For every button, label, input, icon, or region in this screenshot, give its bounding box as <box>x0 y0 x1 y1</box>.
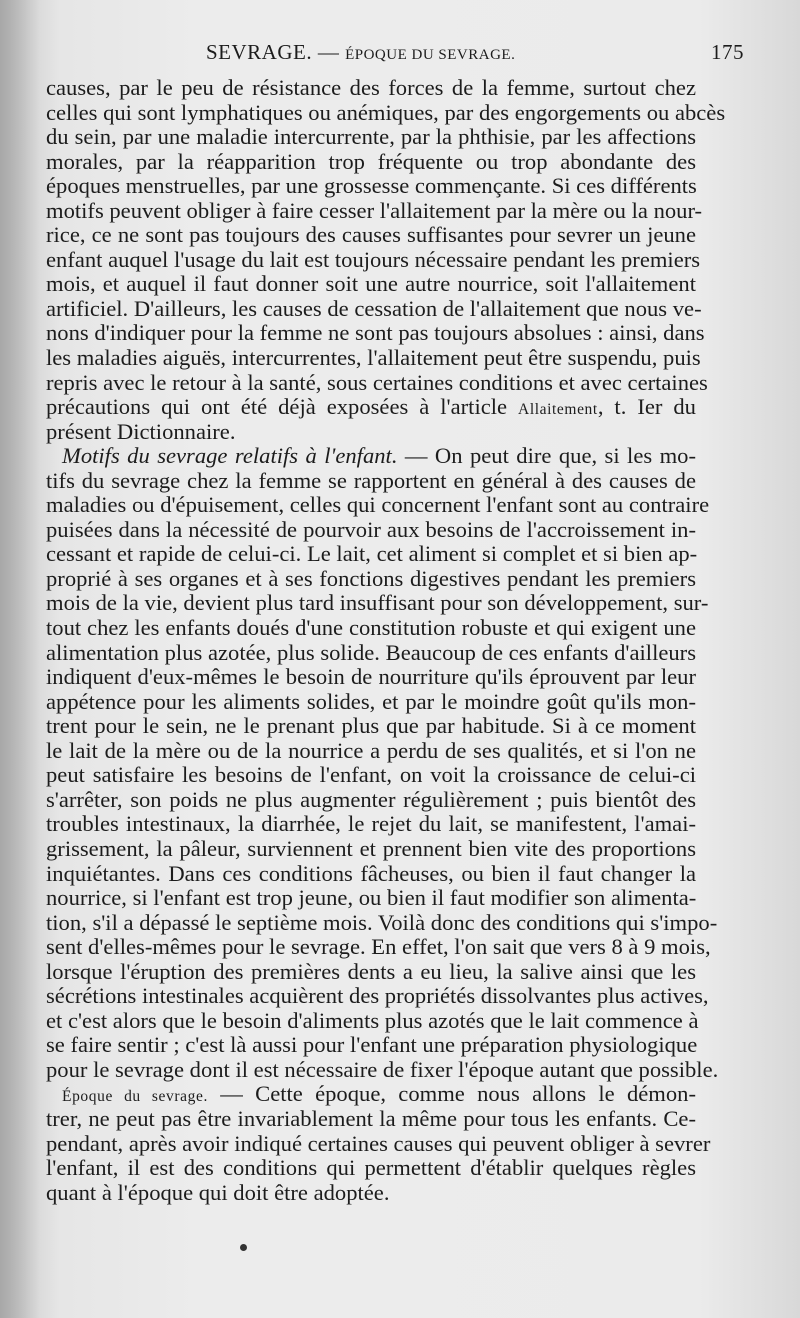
article-reference: Allaitement <box>518 401 598 419</box>
page-gutter-shadow <box>0 0 40 1318</box>
text-line: s'arrêter, son poids ne plus augmenter régulièrement ; puis bientôt des <box>46 786 696 812</box>
text-line: enfant auquel l'usage du lait est toujours nécessaire pendant les premiers <box>46 246 701 272</box>
text-line: lorsque l'éruption des premières dents a eu lieu, la salive ainsi que les <box>46 958 696 984</box>
text-line: tout chez les enfants doués d'une constitution robuste et qui exigent une <box>46 615 696 641</box>
text-line: l'enfant, il est des conditions qui permettent d'établir quelques règles <box>46 1155 696 1181</box>
text-line: sent d'elles-mêmes pour le sevrage. En effet, l'on sait que vers 8 à 9 mois, <box>46 934 711 960</box>
text-line: artificiel. D'ailleurs, les causes de cessation de l'allaitement que nous ve- <box>46 295 702 321</box>
text-line: pour le sevrage dont il est nécessaire de fixer l'époque autant que possible. <box>46 1056 719 1082</box>
text-line: se faire sentir ; c'est là aussi pour l'enfant une préparation physiologique <box>46 1032 698 1058</box>
text-line: alimentation plus azotée, plus solide. Beaucoup de ces enfants d'ailleurs <box>46 639 696 665</box>
running-head-subtitle: ÉPOQUE DU SEVRAGE. <box>345 47 516 63</box>
text-line: sécrétions intestinales acquièrent des propriétés dissolvantes plus actives, <box>46 983 709 1009</box>
text-line: troubles intestinaux, la diarrhée, le rejet du lait, se manifestent, l'amai- <box>46 811 696 837</box>
body-text <box>46 75 726 1205</box>
text-line: causes, par le peu de résistance des forces de la femme, surtout chez <box>46 75 696 100</box>
text-line: nons d'indiquer pour la femme ne sont pas toujours absolues : ainsi, dans <box>46 320 705 346</box>
section-heading-epoque: Époque du sevrage. <box>62 1088 208 1106</box>
text-line: maladies ou d'épuisement, celles qui concernent l'enfant sont au contraire <box>46 492 710 518</box>
text-line: trent pour le sein, ne le prenant plus que par habitude. Si à ce moment <box>46 713 696 739</box>
text-line: rice, ce ne sont pas toujours des causes suffisantes pour sevrer un jeune <box>46 222 696 248</box>
text-line: le lait de la mère ou de la nourrice a perdu de ses qualités, et si l'on ne <box>46 737 696 763</box>
running-head-title <box>206 40 515 65</box>
text-fragment: — Cette époque, comme nous allons le démon- <box>207 1081 696 1107</box>
text-line: peut satisfaire les besoins de l'enfant, on voit la croissance de celui-ci <box>46 762 696 788</box>
section-heading-motifs: Motifs du sevrage relatifs à l'enfant. <box>62 443 398 469</box>
text-line: trer, ne peut pas être invariablement la même pour tous les enfants. Ce- <box>46 1105 696 1131</box>
text-line: mois de la vie, devient plus tard insuffisant pour son développement, sur- <box>46 590 709 616</box>
text-line: mois, et auquel il faut donner soit une autre nourrice, soit l'allaitement <box>46 271 696 297</box>
text-line: celles qui sont lymphatiques ou anémiques, par des engorgements ou abcès <box>46 99 726 125</box>
section-motifs-first-line <box>46 444 696 469</box>
text-fragment: — On peut dire que, si les mo- <box>397 443 696 469</box>
ink-spot <box>240 1244 247 1251</box>
text-line: indiquent d'eux-mêmes le besoin de nourriture qu'ils éprouvent par leur <box>46 664 696 690</box>
running-head-main: SEVRAGE. — <box>206 40 346 64</box>
section-epoque-first-line <box>46 1082 696 1107</box>
text-line: nourrice, si l'enfant est trop jeune, ou bien il faut modifier son alimenta- <box>46 885 697 911</box>
text-line: tion, s'il a dépassé le septième mois. Voilà donc des conditions qui s'impo- <box>46 909 718 935</box>
text-line: appétence pour les aliments solides, et par le moindre goût qu'ils mon- <box>46 688 696 714</box>
text-line: proprié à ses organes et à ses fonctions digestives pendant les premiers <box>46 565 696 591</box>
text-line: présent Dictionnaire. <box>46 418 236 444</box>
text-line: tifs du sevrage chez la femme se rapportent en général à des causes de <box>46 467 696 493</box>
text-line: les maladies aiguës, intercurrentes, l'allaitement peut être suspendu, puis <box>46 345 701 371</box>
text-line: du sein, par une maladie intercurrente, par la phthisie, par les affections <box>46 124 696 150</box>
page-number: 175 <box>711 40 744 64</box>
text-line: et c'est alors que le besoin d'aliments plus azotés que le lait commence à <box>46 1007 699 1033</box>
text-line: grissement, la pâleur, surviennent et prennent bien vite des proportions <box>46 835 696 861</box>
text-line: pendant, après avoir indiqué certaines causes qui peuvent obliger à sevrer <box>46 1130 711 1156</box>
text-line-allaitement-reference <box>46 395 696 420</box>
text-line: puisées dans la nécessité de pourvoir aux besoins de l'accroissement in- <box>46 516 696 542</box>
running-head <box>46 40 744 68</box>
text-line: inquiétantes. Dans ces conditions fâcheuses, ou bien il faut changer la <box>46 860 696 886</box>
text-line: motifs peuvent obliger à faire cesser l'allaitement par la mère ou la nour- <box>46 197 703 223</box>
text-line: morales, par la réapparition trop fréquente ou trop abondante des <box>46 148 696 174</box>
text-line: repris avec le retour à la santé, sous certaines conditions et avec certaines <box>46 369 708 395</box>
text-line: époques menstruelles, par une grossesse commençante. Si ces différents <box>46 173 697 199</box>
text-line: quant à l'époque qui doit être adoptée. <box>46 1179 390 1205</box>
text-line: cessant et rapide de celui-ci. Le lait, cet aliment si complet et si bien ap- <box>46 541 698 567</box>
text-fragment: précautions qui ont été déjà exposées à l'article <box>46 394 519 420</box>
text-fragment: , t. Ier du <box>597 394 696 420</box>
